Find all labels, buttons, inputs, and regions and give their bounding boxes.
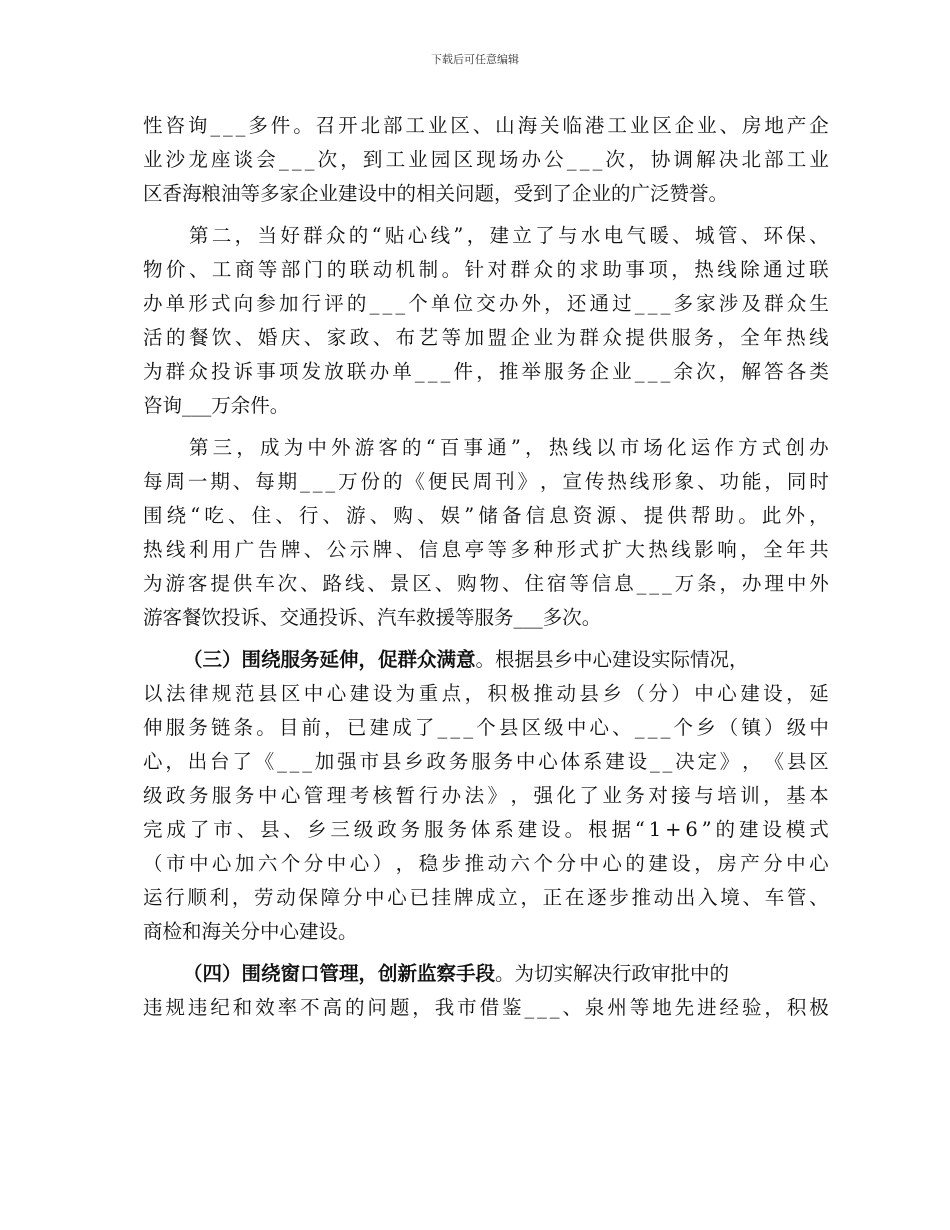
text-line: 热 线 利 用 广 告 牌 、 公 示 牌 、 信 息 亭 等 多 种 形 式 扩 大 热 线 影 响 ， 全 年 共 bbox=[143, 538, 829, 561]
text-line: 级 政 务 服 务 中 心 管 理 考 核 暂 行 办 法 》 ， 强 化 了 业 务 对 接 与 培 训 ， 基 本 bbox=[143, 784, 829, 807]
text-line: 心 ， 出 台 了 《 _ _ _ 加 强 市 县 乡 政 务 服 务 中 心 体 系 建 设 _ _ 决 定 》 ， 《 县 区 bbox=[143, 750, 829, 773]
text-line: 活 的 餐 饮 、 婚 庆 、 家 政 、 布 艺 等 加 盟 企 业 为 群 众 提 供 服 务 ， 全 年 热 线 bbox=[143, 326, 829, 349]
text-line: 为 游 客 提 供 车 次 、 路 线 、 景 区 、 购 物 、 住 宿 等 信 息 _ _ _ 万 条 ， 办 理 中 外 bbox=[143, 572, 829, 595]
text-line: 完 成 了 市 、 县 、 乡 三 级 政 务 服 务 体 系 建 设 。 根 据 “ 1 + 6 ” 的 建 设 模 式 bbox=[143, 818, 829, 841]
text-line: 游客餐饮投诉、交通投诉、汽车救援等服务___多次。 bbox=[143, 606, 602, 629]
section-heading: （四）围绕窗口管理，创新监察手段 bbox=[183, 962, 496, 985]
text-line: 物 价 、 工 商 等 部 门 的 联 动 机 制 。 针 对 群 众 的 求 助 事 项 ， 热 线 除 通 过 联 bbox=[143, 258, 829, 281]
text-line: 第 二 ， 当 好 群 众 的 “ 贴 心 线 ” ， 建 立 了 与 水 电 气 暖 、 城 管 、 环 保 、 bbox=[189, 224, 829, 247]
text-line: 以 法 律 规 范 县 区 中 心 建 设 为 重 点 ， 积 极 推 动 县 乡 （ 分 ） 中 心 建 设 ， 延 bbox=[143, 682, 829, 705]
page-header: 下载后可任意编辑 bbox=[431, 53, 519, 66]
text-line: 咨询___万余件。 bbox=[143, 394, 290, 417]
text-line: 区香海粮油等多家企业建设中的相关问题，受到了企业的广泛赞誉。 bbox=[143, 182, 729, 205]
text-line: 违 规 违 纪 和 效 率 不 高 的 问 题 ， 我 市 借 鉴 _ _ _ 、 泉 州 等 地 先 进 经 验 ， 积 极 bbox=[143, 996, 829, 1019]
text-line: 伸 服 务 链 条 。 目 前 ， 已 建 成 了 _ _ _ 个 县 区 级 中 心 、 _ _ _ 个 乡 （ 镇 ） 级 中 bbox=[143, 716, 829, 739]
text-line: 性 咨 询 _ _ _ 多 件 。 召 开 北 部 工 业 区 、 山 海 关 临 港 工 业 区 企 业 、 房 地 产 企 bbox=[143, 114, 829, 137]
text-line: 为 群 众 投 诉 事 项 发 放 联 办 单 _ _ _ 件 ， 推 举 服 务 企 业 _ _ _ 余 次 ， 解 答 各 类 bbox=[143, 360, 829, 383]
text-line: 运 行 顺 利 ， 劳 动 保 障 分 中 心 已 挂 牌 成 立 ， 正 在 逐 步 推 动 出 入 境 、 车 管 、 bbox=[143, 886, 829, 909]
text-line: （ 市 中 心 加 六 个 分 中 心 ） ， 稳 步 推 动 六 个 分 中 心 的 建 设 ， 房 产 分 中 心 bbox=[143, 852, 829, 875]
text-line: 第 三 ， 成 为 中 外 游 客 的 “ 百 事 通 ” ， 热 线 以 市 场 化 运 作 方 式 创 办 bbox=[189, 436, 829, 459]
text-line: 每 周 一 期 、 每 期 _ _ _ 万 份 的 《 便 民 周 刊 》 ， 宣 传 热 线 形 象 、 功 能 ， 同 时 bbox=[143, 470, 829, 493]
text-line: 商检和海关分中心建设。 bbox=[143, 920, 358, 943]
section-heading: （三）围绕服务延伸，促群众满意 bbox=[183, 648, 476, 671]
text-line: （四）围绕窗口管理，创新监察手段 。为切实解决行政审批中的 bbox=[143, 957, 829, 991]
document-body bbox=[143, 109, 829, 1025]
text-line: 办 单 形 式 向 参 加 行 评 的 _ _ _ 个 单 位 交 办 外 ， 还 通 过 _ _ _ 多 家 涉 及 群 众 生 bbox=[143, 292, 829, 315]
text-line: （三）围绕服务延伸，促群众满意 。根据县乡中心建设实际情况， bbox=[143, 643, 829, 677]
text-line: 围 绕 “ 吃 、 住 、 行 、 游 、 购 、 娱 ” 储 备 信 息 资 源 、 提 供 帮 助 。 此 外 ， bbox=[143, 504, 829, 527]
text-line: 业 沙 龙 座 谈 会 _ _ _ 次 ， 到 工 业 园 区 现 场 办 公 _ _ _ 次 ， 协 调 解 决 北 部 工 业 bbox=[143, 148, 829, 171]
